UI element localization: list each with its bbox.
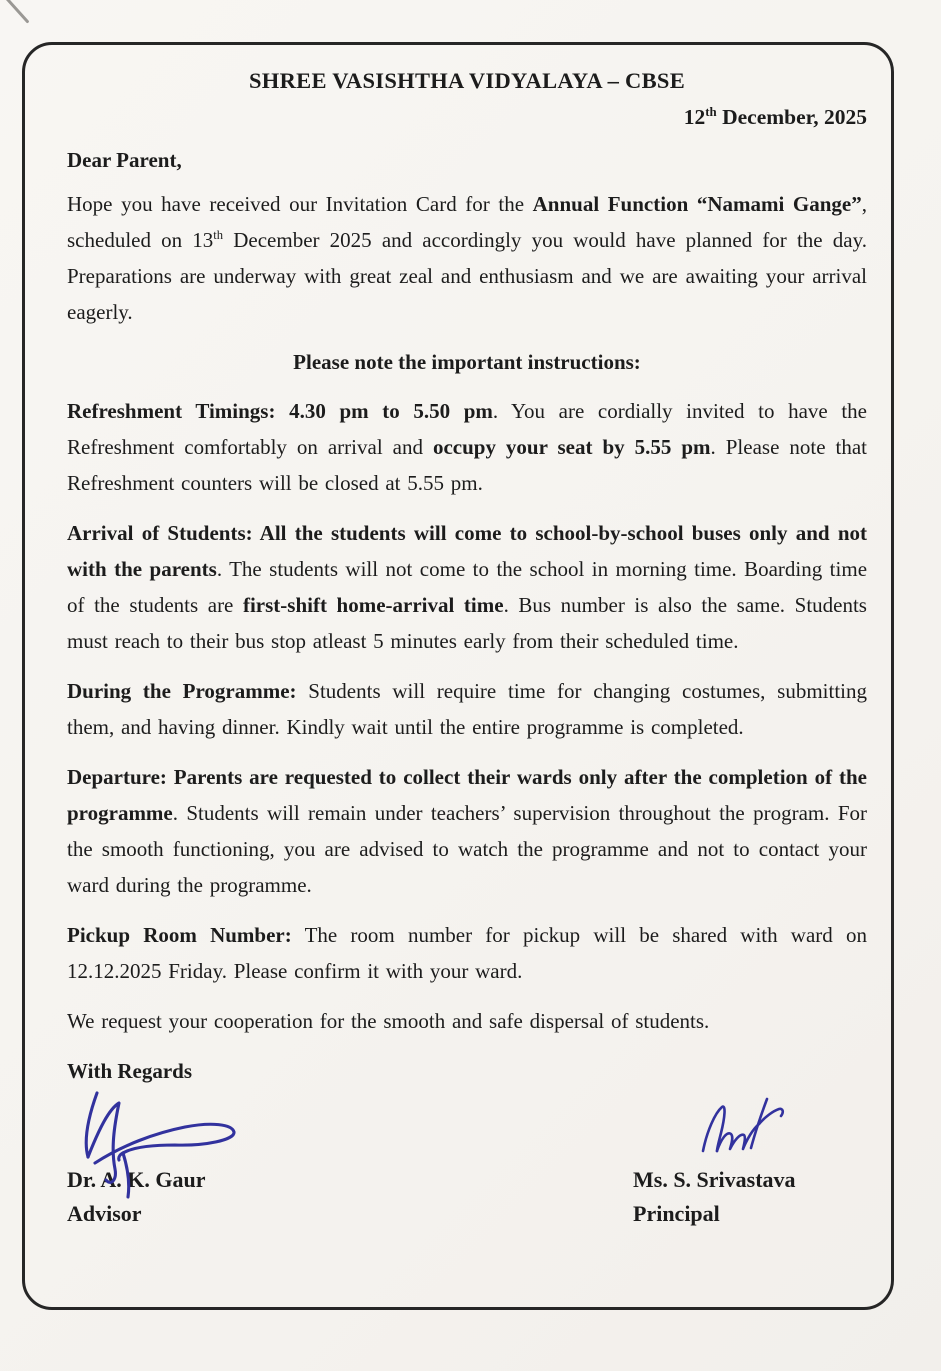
paragraph-arrival [67,515,867,659]
letter-date [67,99,867,135]
text-run: . You are cordially invited to have the Refreshment comfortably on arrival and [67,399,867,459]
salutation: Dear Parent, [67,148,182,172]
text-run: . Students will remain under teachers’ supervision throughout the program. For the smooth functioning, you are advised to watch the programme and not to contact your ward during the programme. [67,801,867,897]
paragraph-intro [67,186,867,330]
date-ordinal-superscript: th [705,104,717,119]
paragraph-closing: We request your cooperation for the smooth and safe dispersal of students. [67,1009,710,1033]
text-run: The room number for pickup will be shared with ward on 12.12.2025 Friday. Please confirm it with your ward. [67,923,867,983]
letter-content [25,45,891,1231]
paragraph-departure [67,759,867,903]
text-run: Hope you have received our Invitation Card for the [67,192,533,216]
paragraph-during-programme [67,673,867,745]
bold-run-departure: Departure: Parents are requested to collect their wards only after the completion of the programme [67,765,867,825]
advisor-signature-image [73,1083,248,1201]
text-run: December 2025 and accordingly you would have planned for the day. Preparations are underway with great zeal and enthusiasm and we are awaiting your arrival eagerly. [67,228,867,324]
paragraph-refreshment [67,393,867,501]
advisor-title: Advisor [67,1201,142,1226]
letter-border-frame [22,42,894,1310]
text-run: . The students will not come to the school in morning time. Boarding time of the students are [67,557,868,617]
advisor-name: Dr. A. K. Gaur [67,1167,206,1192]
paragraph-pickup-room [67,917,867,989]
scan-artifact [0,0,30,24]
instructions-heading: Please note the important instructions: [293,350,641,374]
superscript-run: th [213,228,224,242]
bold-run-refreshment-timings: Refreshment Timings: 4.30 pm to 5.50 pm [67,399,493,423]
with-regards: With Regards [67,1059,193,1083]
school-name-title: SHREE VASISHTHA VIDYALAYA – CBSE [248,68,686,93]
principal-name: Ms. S. Srivastava [633,1167,796,1192]
bold-run-arrival-of-students: Arrival of Students: All the students will come to school-by-school buses only and not with the parents [67,521,867,581]
signatory-principal [633,1163,867,1231]
bold-run-pickup-room: Pickup Room Number: [67,923,292,947]
text-run: Students will require time for changing costumes, submitting them, and having dinner. Kindly wait until the entire programme is completed. [67,679,867,739]
text-run: . Bus number is also the same. Students must reach to their bus stop atleast 5 minutes early from their scheduled time. [67,593,867,653]
principal-signature-image [693,1091,808,1171]
bold-run-occupy-seat: occupy your seat by 5.55 pm [432,435,711,459]
bold-run-annual-function: Annual Function “Namami Gange” [532,192,862,216]
principal-title: Principal [633,1201,720,1226]
text-run: , scheduled on 13 [67,192,867,252]
date-day: 12 [683,105,706,129]
signatures-row [67,1089,867,1159]
bold-run-first-shift: first-shift home-arrival time [242,593,504,617]
text-run: . Please note that Refreshment counters will be closed at 5.55 pm. [67,435,868,495]
date-rest: December, 2025 [716,105,867,129]
bold-run-during-programme: During the Programme: [67,679,297,703]
